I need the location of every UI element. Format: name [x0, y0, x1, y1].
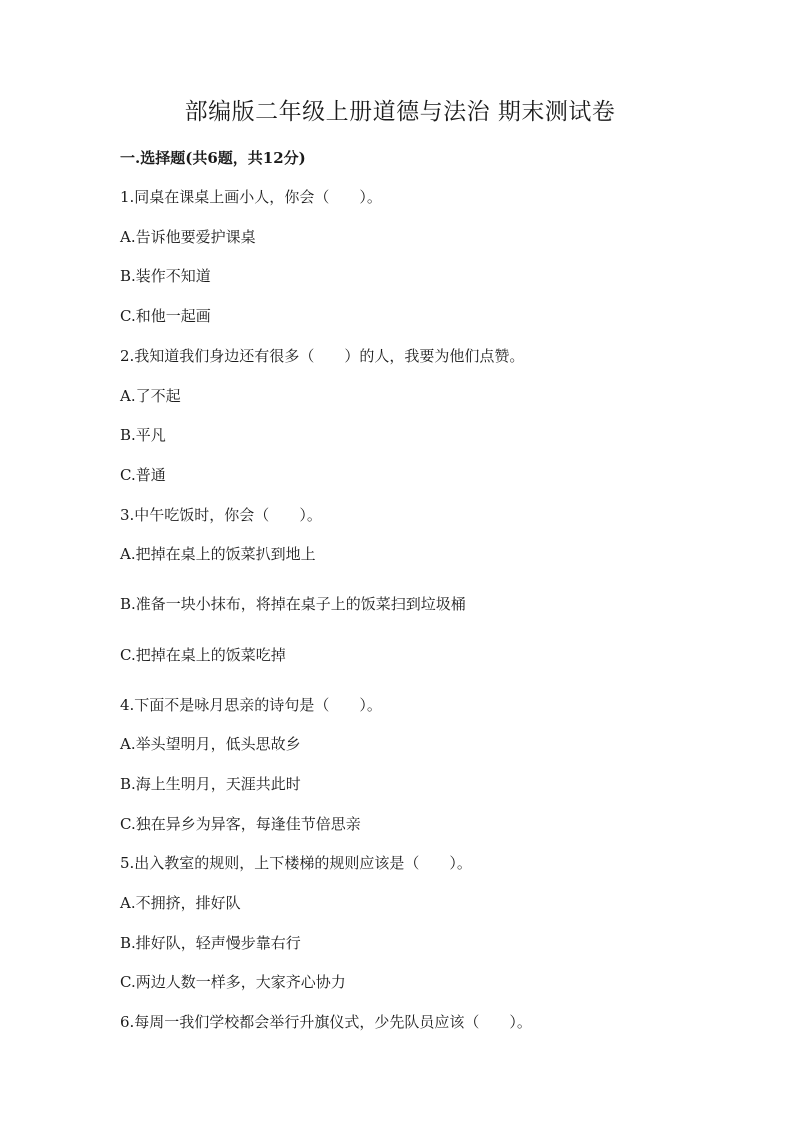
answer-option: B.排好队，轻声慢步靠右行 [120, 934, 301, 952]
answer-option: B.海上生明月，天涯共此时 [120, 775, 301, 793]
answer-option: A.把掉在桌上的饭菜扒到地上 [120, 545, 316, 563]
section-heading: 一.选择题(共6题，共12分) [120, 149, 306, 167]
answer-option: C.独在异乡为异客，每逢佳节倍思亲 [120, 815, 361, 833]
answer-option: B.准备一块小抹布，将掉在桌子上的饭菜扫到垃圾桶 [120, 595, 466, 613]
question-stem: 6.每周一我们学校都会举行升旗仪式，少先队员应该（ ）。 [120, 1013, 532, 1031]
question-stem: 5.出入教室的规则，上下楼梯的规则应该是（ ）。 [120, 854, 472, 872]
answer-option: A.了不起 [120, 387, 181, 405]
question-stem: 4.下面不是咏月思亲的诗句是（ ）。 [120, 696, 382, 714]
answer-option: C.把掉在桌上的饭菜吃掉 [120, 646, 286, 664]
answer-option: C.和他一起画 [120, 307, 211, 325]
answer-option: B.平凡 [120, 426, 166, 444]
question-stem: 2.我知道我们身边还有很多（ ）的人，我要为他们点赞。 [120, 347, 525, 365]
answer-option: A.举头望明月，低头思故乡 [120, 735, 301, 753]
page-title: 部编版二年级上册道德与法治 期末测试卷 [184, 99, 616, 125]
answer-option: A.告诉他要爱护课桌 [120, 228, 256, 246]
question-stem: 1.同桌在课桌上画小人，你会（ ）。 [120, 188, 382, 206]
answer-option: C.普通 [120, 466, 166, 484]
answer-option: B.装作不知道 [120, 267, 211, 285]
answer-option: C.两边人数一样多，大家齐心协力 [120, 973, 346, 991]
question-stem: 3.中午吃饭时，你会（ ）。 [120, 506, 322, 524]
answer-option: A.不拥挤，排好队 [120, 894, 241, 912]
